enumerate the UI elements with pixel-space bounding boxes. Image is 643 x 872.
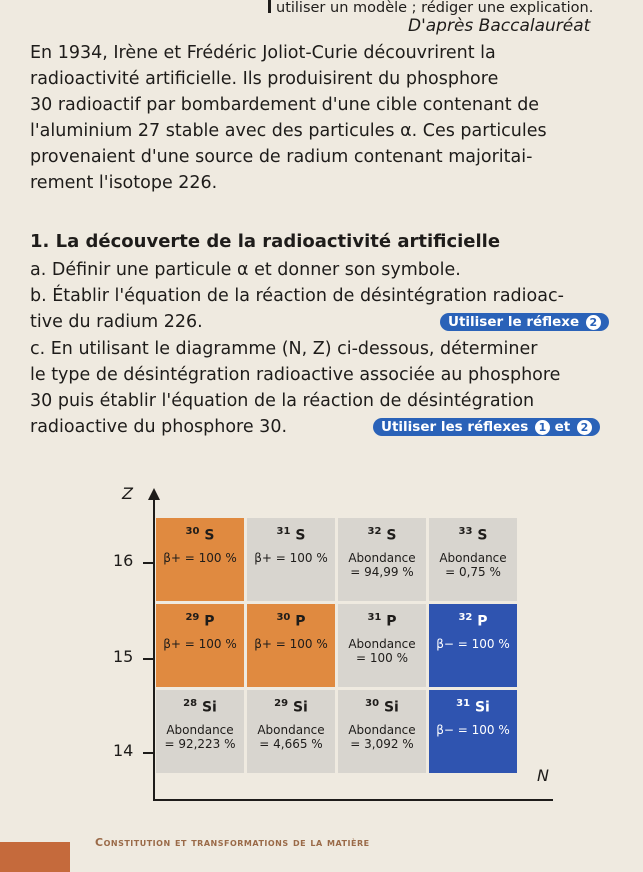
question-a: a. Définir une particule α et donner son symbole.	[30, 260, 461, 280]
abundance-label: Abondance	[439, 550, 507, 565]
decay-info: β+ = 100 %	[163, 550, 237, 565]
nuclide-cell-s30	[156, 518, 244, 601]
mass-number: 32	[458, 612, 473, 623]
nuclide-cell-si28	[156, 690, 244, 773]
abundance-value: = 100 %	[356, 650, 408, 665]
y-tick-label: 14	[113, 741, 134, 760]
reflex-badge-c	[373, 418, 600, 436]
decay-info: β− = 100 %	[436, 636, 510, 651]
intro-line: En 1934, Irène et Frédéric Joliot-Curie découvrirent la	[30, 43, 496, 63]
mass-number: 29	[185, 612, 200, 623]
y-tick-label: 16	[113, 551, 134, 570]
nuclide-cell-si30	[338, 690, 426, 773]
decay-info: β+ = 100 %	[254, 636, 328, 651]
element-symbol: S	[386, 527, 397, 544]
element-symbol: Si	[292, 699, 308, 716]
abundance-label: Abondance	[348, 550, 416, 565]
z-axis	[153, 500, 155, 800]
abundance-value: = 0,75 %	[445, 564, 501, 579]
nuclide-cell-s31	[247, 518, 335, 601]
reflex-badge-b	[440, 313, 609, 331]
intro-line: 30 radioactif par bombardement d'une cible contenant de	[30, 95, 540, 115]
y-tick	[143, 562, 153, 564]
abundance-value: = 4,665 %	[259, 736, 323, 751]
nuclide-cell-p31	[338, 604, 426, 687]
question-b-line: tive du radium 226.	[30, 312, 203, 332]
element-symbol: Si	[383, 699, 399, 716]
abundance-value: = 3,092 %	[350, 736, 414, 751]
nuclide-cell-p32	[429, 604, 517, 687]
reflex-number: 1	[535, 420, 550, 435]
reflex-number: 2	[577, 420, 592, 435]
question-b-line: b. Établir l'équation de la réaction de désintégration radioac-	[30, 286, 564, 306]
question-c-line: c. En utilisant le diagramme (N, Z) ci-dessous, déterminer	[30, 339, 538, 359]
intro-line: radioactivité artificielle. Ils produisirent du phosphore	[30, 69, 499, 89]
mass-number: 31	[456, 698, 471, 709]
question-c-line: 30 puis établir l'équation de la réaction de désintégration	[30, 391, 535, 411]
element-symbol: P	[204, 613, 215, 630]
y-tick	[143, 752, 153, 754]
abundance-label: Abondance	[348, 722, 416, 737]
chapter-footer: Constitution et transformations de la matière	[95, 836, 370, 849]
element-symbol: P	[386, 613, 397, 630]
abundance-value: = 92,223 %	[164, 736, 236, 751]
y-tick-label: 15	[113, 647, 134, 666]
abundance-value: = 94,99 %	[350, 564, 414, 579]
mass-number: 30	[185, 526, 200, 537]
z-axis-arrow	[148, 488, 160, 500]
intro-line: l'aluminium 27 stable avec des particules α. Ces particules	[30, 121, 547, 141]
decay-info: β+ = 100 %	[254, 550, 328, 565]
abundance-label: Abondance	[166, 722, 234, 737]
mass-number: 29	[274, 698, 289, 709]
y-tick	[143, 658, 153, 660]
z-axis-label: Z	[122, 484, 133, 503]
element-symbol: Si	[474, 699, 490, 716]
question-c-line: le type de désintégration radioactive associée au phosphore	[30, 365, 561, 385]
reflex-and: et	[554, 419, 571, 435]
element-symbol: S	[204, 527, 215, 544]
nuclide-cell-s32	[338, 518, 426, 601]
abundance-label: Abondance	[257, 722, 325, 737]
abundance-label: Abondance	[348, 636, 416, 651]
nuclide-cell-s33	[429, 518, 517, 601]
reflex-label: Utiliser le réflexe	[448, 314, 580, 330]
question-c-line: radioactive du phosphore 30.	[30, 417, 288, 437]
intro-line: rement l'isotope 226.	[30, 173, 218, 193]
intro-line: provenaient d'une source de radium contenant majoritai-	[30, 147, 533, 167]
source-line: D'après Baccalauréat	[408, 16, 591, 36]
element-symbol: S	[295, 527, 306, 544]
nuclide-cell-p29	[156, 604, 244, 687]
decay-info: β+ = 100 %	[163, 636, 237, 651]
mass-number: 30	[365, 698, 380, 709]
mass-number: 31	[276, 526, 291, 537]
corner-tab	[0, 842, 70, 872]
header-fragment: utiliser un modèle ; rédiger une explication.	[268, 0, 593, 16]
mass-number: 33	[458, 526, 473, 537]
reflex-number: 2	[586, 315, 601, 330]
element-symbol: P	[477, 613, 488, 630]
reflex-label: Utiliser les réflexes	[381, 419, 529, 435]
mass-number: 32	[367, 526, 382, 537]
nuclide-cell-p30	[247, 604, 335, 687]
decay-info: β− = 100 %	[436, 722, 510, 737]
element-symbol: P	[295, 613, 306, 630]
mass-number: 30	[276, 612, 291, 623]
n-axis	[153, 799, 553, 801]
element-symbol: S	[477, 527, 488, 544]
mass-number: 31	[367, 612, 382, 623]
nuclide-cell-si29	[247, 690, 335, 773]
question-1-title: 1. La découverte de la radioactivité artificielle	[30, 231, 501, 252]
nuclide-cell-si31	[429, 690, 517, 773]
element-symbol: Si	[201, 699, 217, 716]
n-axis-label: N	[537, 766, 549, 785]
mass-number: 28	[183, 698, 198, 709]
